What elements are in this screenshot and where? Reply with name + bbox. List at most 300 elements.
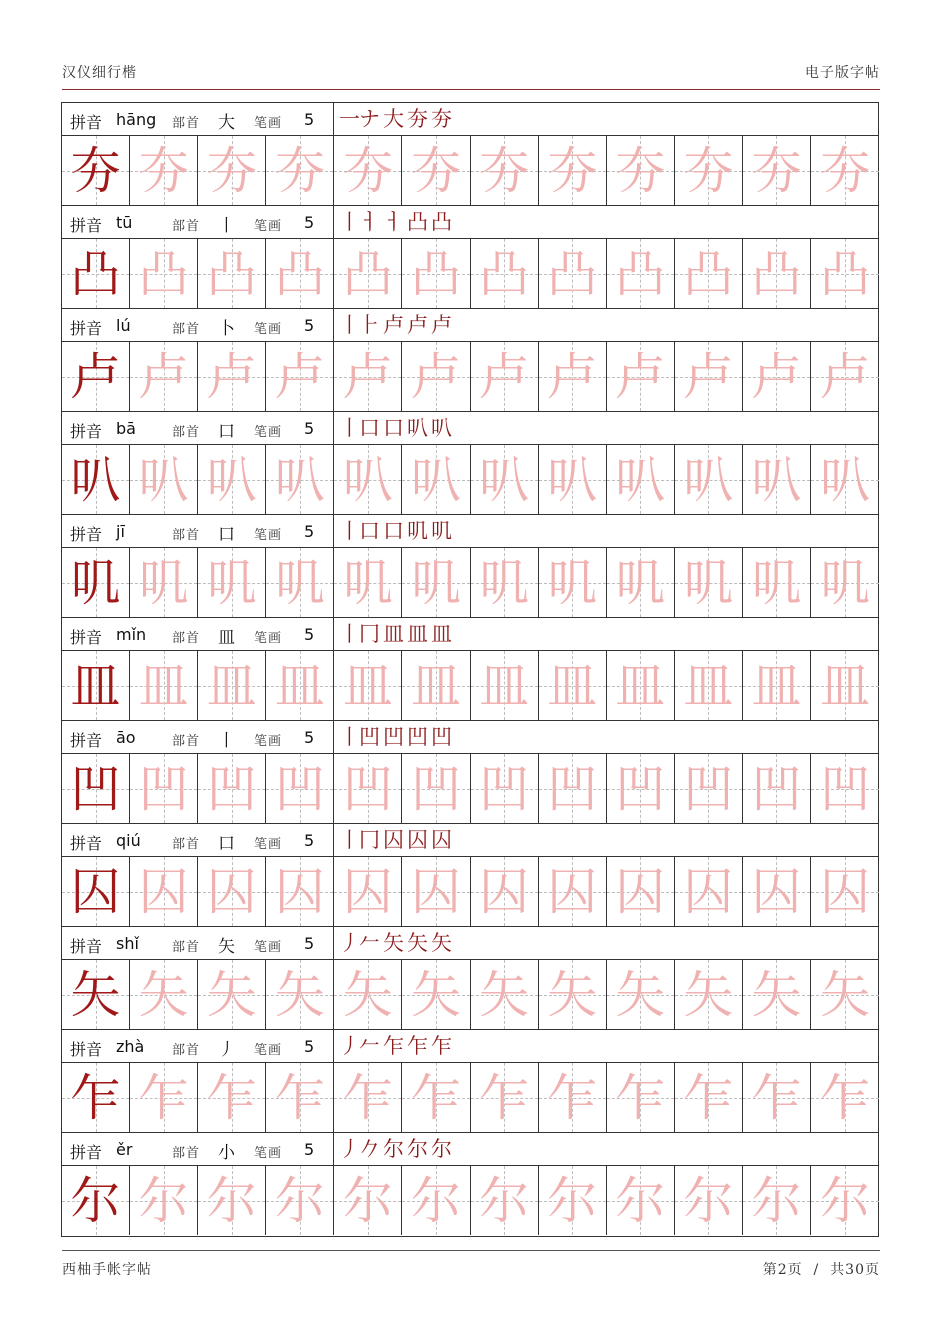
- tracing-cell: [743, 445, 811, 514]
- stroke-count-label: 笔画: [254, 1146, 283, 1161]
- tracing-character: 卢: [683, 348, 734, 406]
- stroke-count-value: 5: [304, 1140, 315, 1159]
- stroke-order-step: 凸: [431, 210, 452, 234]
- tracing-cell: [607, 651, 675, 720]
- tracing-character: 凹: [411, 760, 462, 818]
- tracing-cell: [743, 960, 811, 1029]
- tracing-character: 卢: [342, 348, 393, 406]
- stroke-order-step: 丨: [339, 828, 360, 852]
- radical-value: 丨: [218, 216, 235, 236]
- stroke-order: [335, 618, 878, 650]
- stroke-order-step: 叭: [431, 416, 452, 440]
- stroke-count-label: 笔画: [254, 940, 283, 955]
- stroke-order-step: 口: [359, 519, 380, 543]
- stroke-order-step: 乍: [431, 1034, 452, 1058]
- tracing-cell: [811, 857, 879, 926]
- character-info-row: [62, 1030, 878, 1063]
- tracing-cell: [539, 651, 607, 720]
- stroke-order-step: 皿: [407, 622, 428, 646]
- tracing-character: 矢: [615, 966, 666, 1024]
- stroke-order-step: 卢: [431, 313, 452, 337]
- radical-label: 部首: [172, 116, 201, 131]
- model-character-cell: [62, 651, 130, 720]
- tracing-character: 夯: [411, 142, 462, 200]
- tracing-cell: [811, 342, 879, 411]
- tracing-cell: [607, 754, 675, 823]
- tracing-character: 卢: [411, 348, 462, 406]
- practice-grid-row: [62, 445, 878, 515]
- stroke-order-step: ㅓ: [383, 210, 404, 234]
- tracing-cell: [266, 342, 334, 411]
- tracing-character: 叭: [751, 451, 802, 509]
- stroke-order-step: 囚: [431, 828, 452, 852]
- tracing-cell: [334, 136, 402, 205]
- tracing-character: 矢: [138, 966, 189, 1024]
- tracing-cell: [675, 548, 743, 617]
- page-number: 第2页: [762, 1262, 803, 1278]
- character-info-row: [62, 206, 878, 239]
- model-character: 凸: [70, 245, 121, 303]
- tracing-character: 囚: [274, 863, 325, 921]
- tracing-cell: [198, 754, 266, 823]
- stroke-order-step: 丿: [339, 1034, 360, 1058]
- header-divider: [62, 89, 880, 90]
- tracing-character: 乍: [342, 1069, 393, 1127]
- character-block: [62, 824, 878, 927]
- stroke-count-value: 5: [304, 728, 315, 747]
- tracing-cell: [811, 136, 879, 205]
- stroke-order-step: 囚: [383, 828, 404, 852]
- tracing-character: 夯: [820, 142, 871, 200]
- tracing-cell: [539, 1063, 607, 1132]
- stroke-count-label: 笔画: [254, 734, 283, 749]
- tracing-cell: [334, 960, 402, 1029]
- tracing-character: 矢: [820, 966, 871, 1024]
- tracing-cell: [675, 1063, 743, 1132]
- tracing-cell: [743, 136, 811, 205]
- stroke-order-step: 凸: [407, 210, 428, 234]
- radical-label: 部首: [172, 528, 201, 543]
- tracing-character: 凸: [206, 245, 257, 303]
- tracing-cell: [607, 857, 675, 926]
- page-indicator: [763, 1259, 880, 1279]
- practice-sheet: [61, 102, 879, 1237]
- tracing-character: 夯: [342, 142, 393, 200]
- tracing-character: 皿: [751, 657, 802, 715]
- tracing-character: 囚: [411, 863, 462, 921]
- radical-value: 卜: [218, 319, 235, 339]
- tracing-cell: [266, 136, 334, 205]
- pinyin-label: 拼音: [70, 422, 103, 441]
- tracing-character: 叽: [751, 554, 802, 612]
- tracing-character: 矢: [479, 966, 530, 1024]
- tracing-character: 凸: [479, 245, 530, 303]
- tracing-character: 凹: [751, 760, 802, 818]
- stroke-order-step: 尔: [383, 1137, 404, 1161]
- tracing-cell: [402, 1063, 470, 1132]
- stroke-order-step: 丨: [339, 519, 360, 543]
- tracing-cell: [539, 342, 607, 411]
- stroke-count-value: 5: [304, 625, 315, 644]
- tracing-cell: [334, 1166, 402, 1235]
- page-footer: [62, 1259, 880, 1283]
- tracing-cell: [675, 651, 743, 720]
- pinyin-value: lú: [116, 316, 131, 335]
- stroke-count-label: 笔画: [254, 837, 283, 852]
- tracing-character: 叭: [274, 451, 325, 509]
- stroke-order-step: 丨: [339, 416, 360, 440]
- tracing-cell: [675, 342, 743, 411]
- radical-value: 小: [218, 1143, 235, 1163]
- stroke-order-step: 皿: [383, 622, 404, 646]
- character-meta: [62, 824, 334, 856]
- stroke-order: [335, 927, 878, 959]
- page-separator: /: [813, 1262, 820, 1278]
- tracing-character: 乍: [820, 1069, 871, 1127]
- practice-grid-row: [62, 1063, 878, 1133]
- tracing-character: 囚: [479, 863, 530, 921]
- tracing-character: 夯: [479, 142, 530, 200]
- practice-grid-row: [62, 342, 878, 412]
- stroke-order-step: 矢: [407, 931, 428, 955]
- tracing-character: 囚: [138, 863, 189, 921]
- radical-label: 部首: [172, 1043, 201, 1058]
- model-character: 叽: [70, 554, 121, 612]
- tracing-character: 乍: [274, 1069, 325, 1127]
- tracing-character: 凹: [547, 760, 598, 818]
- stroke-count-label: 笔画: [254, 528, 283, 543]
- model-character: 乍: [70, 1069, 121, 1127]
- tracing-cell: [402, 239, 470, 308]
- footer-brand: 西柚手帐字帖: [62, 1262, 152, 1278]
- stroke-order-step: 口: [359, 416, 380, 440]
- pinyin-label: 拼音: [70, 216, 103, 235]
- pinyin-value: jī: [116, 522, 125, 541]
- character-info-row: [62, 1133, 878, 1166]
- tracing-cell: [266, 239, 334, 308]
- radical-value: 皿: [218, 628, 235, 648]
- tracing-character: 叽: [479, 554, 530, 612]
- tracing-character: 叽: [274, 554, 325, 612]
- stroke-order-step: 矢: [383, 931, 404, 955]
- tracing-character: 夯: [274, 142, 325, 200]
- stroke-order-step: 丨: [339, 725, 360, 749]
- tracing-cell: [334, 651, 402, 720]
- tracing-cell: [539, 1166, 607, 1235]
- tracing-character: 叭: [342, 451, 393, 509]
- tracing-character: 凹: [615, 760, 666, 818]
- pinyin-value: mǐn: [116, 625, 147, 644]
- tracing-character: 尔: [615, 1172, 666, 1230]
- tracing-cell: [607, 136, 675, 205]
- tracing-character: 叭: [683, 451, 734, 509]
- tracing-cell: [266, 754, 334, 823]
- model-character-cell: [62, 239, 130, 308]
- practice-grid-row: [62, 857, 878, 927]
- stroke-order-step: 𠂉: [359, 931, 380, 955]
- character-info-row: [62, 309, 878, 342]
- pinyin-value: shǐ: [116, 934, 139, 953]
- tracing-character: 尔: [274, 1172, 325, 1230]
- stroke-count-value: 5: [304, 522, 315, 541]
- character-block: [62, 618, 878, 721]
- tracing-character: 尔: [547, 1172, 598, 1230]
- footer-divider: [62, 1250, 880, 1251]
- pinyin-value: ěr: [116, 1140, 133, 1159]
- character-meta: [62, 309, 334, 341]
- tracing-character: 皿: [342, 657, 393, 715]
- stroke-order-step: 丿: [339, 931, 360, 955]
- character-info-row: [62, 103, 878, 136]
- tracing-character: 皿: [683, 657, 734, 715]
- tracing-character: 凸: [547, 245, 598, 303]
- stroke-count-label: 笔画: [254, 631, 283, 646]
- radical-label: 部首: [172, 1146, 201, 1161]
- tracing-character: 卢: [274, 348, 325, 406]
- tracing-character: 夯: [683, 142, 734, 200]
- stroke-order-step: 𠂉: [359, 1034, 380, 1058]
- tracing-cell: [334, 857, 402, 926]
- tracing-cell: [334, 445, 402, 514]
- tracing-character: 囚: [751, 863, 802, 921]
- tracing-cell: [743, 651, 811, 720]
- character-block: [62, 1133, 878, 1236]
- tracing-character: 叭: [411, 451, 462, 509]
- tracing-cell: [675, 960, 743, 1029]
- tracing-character: 乍: [615, 1069, 666, 1127]
- character-info-row: [62, 824, 878, 857]
- model-character-cell: [62, 445, 130, 514]
- tracing-character: 皿: [206, 657, 257, 715]
- character-meta: [62, 927, 334, 959]
- practice-grid-row: [62, 239, 878, 309]
- model-character: 尔: [70, 1172, 121, 1230]
- tracing-cell: [130, 651, 198, 720]
- tracing-character: 夯: [138, 142, 189, 200]
- tracing-cell: [539, 960, 607, 1029]
- tracing-character: 皿: [547, 657, 598, 715]
- tracing-cell: [402, 857, 470, 926]
- practice-grid-row: [62, 136, 878, 206]
- tracing-character: 尔: [479, 1172, 530, 1230]
- stroke-order: [335, 412, 878, 444]
- tracing-character: 夯: [206, 142, 257, 200]
- tracing-cell: [130, 1166, 198, 1235]
- radical-label: 部首: [172, 219, 201, 234]
- stroke-order-step: ⺊: [359, 313, 380, 337]
- stroke-order-step: 卢: [383, 313, 404, 337]
- tracing-cell: [607, 548, 675, 617]
- character-block: [62, 515, 878, 618]
- tracing-cell: [675, 136, 743, 205]
- tracing-cell: [539, 548, 607, 617]
- tracing-cell: [471, 342, 539, 411]
- model-character-cell: [62, 136, 130, 205]
- radical-value: 丨: [218, 731, 235, 751]
- radical-label: 部首: [172, 631, 201, 646]
- tracing-cell: [811, 651, 879, 720]
- character-meta: [62, 515, 334, 547]
- practice-grid-row: [62, 651, 878, 721]
- tracing-cell: [539, 445, 607, 514]
- tracing-character: 卢: [138, 348, 189, 406]
- model-character-cell: [62, 1166, 130, 1235]
- tracing-character: 矢: [683, 966, 734, 1024]
- character-meta: [62, 721, 334, 753]
- tracing-character: 皿: [820, 657, 871, 715]
- tracing-cell: [198, 548, 266, 617]
- tracing-cell: [198, 960, 266, 1029]
- tracing-character: 凸: [411, 245, 462, 303]
- tracing-character: 夯: [615, 142, 666, 200]
- character-block: [62, 103, 878, 206]
- tracing-cell: [130, 445, 198, 514]
- stroke-order: [335, 1030, 878, 1062]
- stroke-order-step: 叽: [407, 519, 428, 543]
- pinyin-label: 拼音: [70, 525, 103, 544]
- practice-grid-row: [62, 1166, 878, 1236]
- tracing-cell: [811, 239, 879, 308]
- model-character-cell: [62, 1063, 130, 1132]
- tracing-cell: [743, 1063, 811, 1132]
- stroke-order-step: 一: [339, 107, 360, 131]
- pinyin-value: āo: [116, 728, 136, 747]
- stroke-order-step: 乍: [383, 1034, 404, 1058]
- tracing-cell: [471, 754, 539, 823]
- tracing-cell: [471, 548, 539, 617]
- page-header: [62, 58, 880, 88]
- tracing-character: 凹: [342, 760, 393, 818]
- tracing-cell: [607, 342, 675, 411]
- tracing-cell: [130, 342, 198, 411]
- stroke-order-step: ㅓ: [359, 210, 380, 234]
- stroke-order-step: 凹: [383, 725, 404, 749]
- pinyin-label: 拼音: [70, 1040, 103, 1059]
- stroke-order: [335, 721, 878, 753]
- tracing-cell: [334, 342, 402, 411]
- tracing-cell: [198, 1166, 266, 1235]
- tracing-cell: [266, 857, 334, 926]
- tracing-character: 叭: [206, 451, 257, 509]
- stroke-order: [335, 824, 878, 856]
- tracing-cell: [471, 136, 539, 205]
- tracing-character: 凸: [683, 245, 734, 303]
- stroke-order-step: 尔: [431, 1137, 452, 1161]
- model-character: 卢: [70, 348, 121, 406]
- tracing-character: 尔: [138, 1172, 189, 1230]
- tracing-character: 乍: [683, 1069, 734, 1127]
- tracing-character: 夯: [751, 142, 802, 200]
- tracing-character: 尔: [411, 1172, 462, 1230]
- stroke-order-step: 大: [383, 107, 404, 131]
- tracing-character: 凸: [820, 245, 871, 303]
- tracing-character: 尔: [342, 1172, 393, 1230]
- tracing-character: 叽: [683, 554, 734, 612]
- tracing-cell: [743, 239, 811, 308]
- stroke-count-value: 5: [304, 934, 315, 953]
- page-total: 共30页: [830, 1262, 880, 1278]
- tracing-character: 尔: [683, 1172, 734, 1230]
- tracing-character: 叭: [547, 451, 598, 509]
- tracing-cell: [402, 548, 470, 617]
- tracing-character: 卢: [751, 348, 802, 406]
- tracing-cell: [675, 754, 743, 823]
- tracing-cell: [607, 239, 675, 308]
- stroke-count-value: 5: [304, 110, 315, 129]
- tracing-character: 叭: [615, 451, 666, 509]
- tracing-cell: [198, 136, 266, 205]
- character-info-row: [62, 412, 878, 445]
- tracing-character: 叭: [138, 451, 189, 509]
- tracing-cell: [130, 239, 198, 308]
- character-block: [62, 412, 878, 515]
- tracing-character: 皿: [479, 657, 530, 715]
- tracing-cell: [471, 445, 539, 514]
- tracing-cell: [402, 754, 470, 823]
- tracing-cell: [471, 960, 539, 1029]
- stroke-order-step: 乍: [407, 1034, 428, 1058]
- tracing-cell: [334, 1063, 402, 1132]
- stroke-order-step: 冂: [359, 622, 380, 646]
- stroke-count-value: 5: [304, 213, 315, 232]
- character-block: [62, 309, 878, 412]
- tracing-character: 矢: [274, 966, 325, 1024]
- tracing-character: 叽: [138, 554, 189, 612]
- tracing-character: 凸: [138, 245, 189, 303]
- tracing-character: 卢: [615, 348, 666, 406]
- stroke-order-step: 叭: [407, 416, 428, 440]
- pinyin-value: tū: [116, 213, 133, 232]
- tracing-character: 乍: [751, 1069, 802, 1127]
- tracing-cell: [198, 651, 266, 720]
- tracing-character: 乍: [411, 1069, 462, 1127]
- tracing-character: 凹: [479, 760, 530, 818]
- radical-label: 部首: [172, 734, 201, 749]
- character-info-row: [62, 618, 878, 651]
- model-character: 皿: [70, 657, 121, 715]
- stroke-order-step: 丨: [339, 622, 360, 646]
- tracing-cell: [471, 651, 539, 720]
- stroke-order-step: 凹: [407, 725, 428, 749]
- tracing-cell: [130, 136, 198, 205]
- tracing-cell: [334, 754, 402, 823]
- pinyin-value: hāng: [116, 110, 157, 129]
- tracing-cell: [402, 136, 470, 205]
- tracing-character: 尔: [751, 1172, 802, 1230]
- tracing-character: 乍: [138, 1069, 189, 1127]
- pinyin-value: qiú: [116, 831, 141, 850]
- model-character: 叭: [70, 451, 121, 509]
- tracing-character: 囚: [820, 863, 871, 921]
- tracing-character: 凹: [138, 760, 189, 818]
- tracing-cell: [607, 960, 675, 1029]
- stroke-order-step: 矢: [431, 931, 452, 955]
- tracing-cell: [266, 1063, 334, 1132]
- tracing-character: 凹: [683, 760, 734, 818]
- tracing-character: 囚: [547, 863, 598, 921]
- character-info-row: [62, 927, 878, 960]
- radical-label: 部首: [172, 425, 201, 440]
- tracing-cell: [266, 445, 334, 514]
- tracing-cell: [198, 239, 266, 308]
- tracing-character: 凸: [615, 245, 666, 303]
- tracing-character: 叽: [206, 554, 257, 612]
- tracing-cell: [539, 136, 607, 205]
- character-meta: [62, 1133, 334, 1165]
- tracing-cell: [402, 1166, 470, 1235]
- stroke-order-step: 口: [383, 416, 404, 440]
- stroke-count-label: 笔画: [254, 1043, 283, 1058]
